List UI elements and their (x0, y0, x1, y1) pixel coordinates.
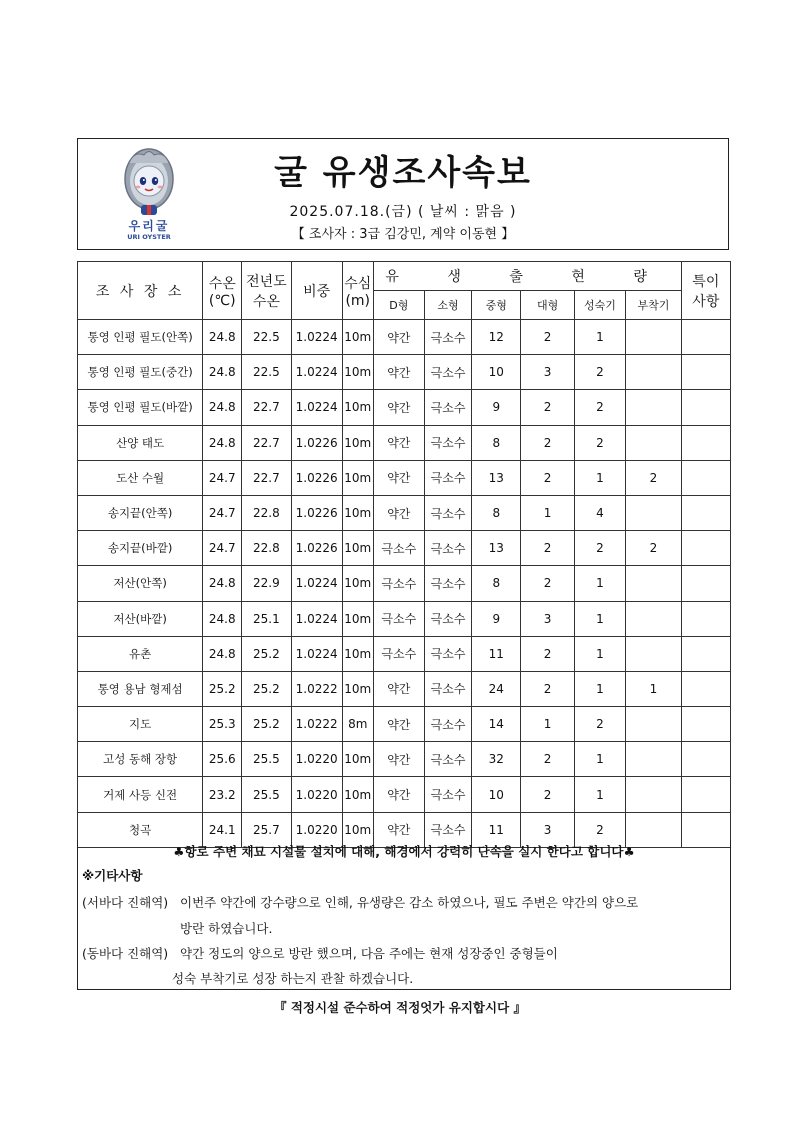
cell-d-type: 약간 (373, 777, 424, 812)
cell-depth: 10m (342, 495, 373, 530)
cell-location: 고성 동해 장항 (78, 742, 203, 777)
cell-d-type: 약간 (373, 495, 424, 530)
header-d-type: D형 (373, 291, 424, 320)
cell-mature: 2 (574, 390, 625, 425)
cell-gravity: 1.0224 (291, 390, 342, 425)
cell-mature: 2 (574, 707, 625, 742)
cell-medium: 24 (472, 671, 521, 706)
cell-location: 통영 인평 필도(안쪽) (78, 320, 203, 355)
cell-depth: 10m (342, 812, 373, 847)
cell-prev-year-temp: 22.7 (242, 460, 291, 495)
cell-depth: 10m (342, 566, 373, 601)
cell-mature: 1 (574, 601, 625, 636)
table-row (78, 460, 731, 495)
cell-prev-year-temp: 25.2 (242, 707, 291, 742)
cell-large: 2 (521, 742, 574, 777)
cell-gravity: 1.0224 (291, 320, 342, 355)
cell-medium: 11 (472, 812, 521, 847)
table-row (78, 742, 731, 777)
cell-d-type: 약간 (373, 812, 424, 847)
cell-depth: 10m (342, 671, 373, 706)
cell-remarks (681, 355, 730, 390)
cell-attach (626, 601, 682, 636)
cell-attach: 2 (626, 531, 682, 566)
cell-water-temp: 24.8 (203, 566, 242, 601)
cell-prev-year-temp: 25.2 (242, 636, 291, 671)
cell-water-temp: 24.8 (203, 320, 242, 355)
cell-small: 극소수 (424, 636, 471, 671)
cell-attach (626, 777, 682, 812)
cell-prev-year-temp: 22.8 (242, 531, 291, 566)
header-water-temp: 수온 (℃) (203, 262, 242, 320)
cell-prev-year-temp: 22.8 (242, 495, 291, 530)
cell-d-type: 약간 (373, 742, 424, 777)
cell-large: 2 (521, 460, 574, 495)
cell-depth: 10m (342, 636, 373, 671)
cell-medium: 10 (472, 355, 521, 390)
cell-gravity: 1.0222 (291, 671, 342, 706)
cell-water-temp: 24.8 (203, 355, 242, 390)
cell-location: 송지끝(바깥) (78, 531, 203, 566)
cell-mature: 2 (574, 355, 625, 390)
cell-small: 극소수 (424, 495, 471, 530)
cell-large: 2 (521, 425, 574, 460)
cell-attach (626, 320, 682, 355)
table-row (78, 531, 731, 566)
cell-attach (626, 707, 682, 742)
table-row (78, 355, 731, 390)
footer-slogan: 『 적정시설 준수하여 적정엇가 유지합시다 』 (273, 1000, 527, 1015)
cell-location: 거제 사등 신전 (78, 777, 203, 812)
cell-small: 극소수 (424, 671, 471, 706)
cell-location: 통영 인평 필도(바깥) (78, 390, 203, 425)
cell-attach: 2 (626, 460, 682, 495)
cell-medium: 13 (472, 531, 521, 566)
cell-small: 극소수 (424, 707, 471, 742)
west-sea-text-2: 방란 하였습니다. (180, 921, 273, 936)
cell-remarks (681, 742, 730, 777)
table-row (78, 566, 731, 601)
cell-small: 극소수 (424, 742, 471, 777)
cell-prev-year-temp: 25.7 (242, 812, 291, 847)
header-attach: 부착기 (626, 291, 682, 320)
cell-depth: 10m (342, 425, 373, 460)
cell-mature: 2 (574, 812, 625, 847)
cell-d-type: 극소수 (373, 636, 424, 671)
cell-water-temp: 24.7 (203, 460, 242, 495)
table-row (78, 495, 731, 530)
cell-water-temp: 24.7 (203, 531, 242, 566)
cell-gravity: 1.0220 (291, 742, 342, 777)
cell-mature: 1 (574, 671, 625, 706)
cell-depth: 10m (342, 320, 373, 355)
cell-water-temp: 25.6 (203, 742, 242, 777)
east-sea-label: (동바다 진해역) (82, 946, 169, 961)
cell-location: 도산 수월 (78, 460, 203, 495)
west-sea-label: (서바다 진해역) (82, 895, 169, 910)
header-large: 대형 (521, 291, 574, 320)
cell-d-type: 약간 (373, 390, 424, 425)
notice-box (77, 840, 731, 990)
cell-gravity: 1.0224 (291, 566, 342, 601)
cell-d-type: 약간 (373, 460, 424, 495)
header-remarks: 특이 사항 (681, 262, 730, 320)
cell-attach (626, 355, 682, 390)
cell-attach (626, 566, 682, 601)
report-header (77, 138, 729, 250)
cell-location: 저산(바깥) (78, 601, 203, 636)
header-depth: 수심 (m) (342, 262, 373, 320)
table-row (78, 320, 731, 355)
cell-d-type: 극소수 (373, 566, 424, 601)
cell-prev-year-temp: 22.7 (242, 390, 291, 425)
page-title: 굴 유생조사속보 (274, 153, 532, 193)
cell-depth: 10m (342, 390, 373, 425)
cell-water-temp: 23.2 (203, 777, 242, 812)
cell-small: 극소수 (424, 566, 471, 601)
cell-remarks (681, 320, 730, 355)
cell-gravity: 1.0220 (291, 777, 342, 812)
cell-small: 극소수 (424, 812, 471, 847)
cell-large: 2 (521, 566, 574, 601)
cell-prev-year-temp: 25.5 (242, 742, 291, 777)
cell-large: 1 (521, 707, 574, 742)
west-sea-text-1: 이번주 약간에 강수량으로 인해, 유생량은 감소 하였으나, 필도 주변은 약간의 양으로 (180, 895, 639, 910)
cell-large: 2 (521, 531, 574, 566)
cell-attach (626, 425, 682, 460)
cell-large: 2 (521, 390, 574, 425)
cell-prev-year-temp: 22.5 (242, 320, 291, 355)
cell-d-type: 약간 (373, 707, 424, 742)
cell-prev-year-temp: 25.2 (242, 671, 291, 706)
cell-large: 3 (521, 601, 574, 636)
enforcement-warning: ♣항로 주변 채묘 시설물 설치에 대해, 해경에서 강력히 단속을 실시 한다고 합니다♣ (173, 844, 635, 859)
cell-small: 극소수 (424, 425, 471, 460)
logo-text: 우리굴 (128, 219, 170, 233)
cell-small: 극소수 (424, 531, 471, 566)
east-sea-text-2: 성숙 부착기로 성장 하는지 관찰 하겠습니다. (172, 971, 414, 986)
cell-gravity: 1.0224 (291, 636, 342, 671)
cell-attach (626, 742, 682, 777)
cell-remarks (681, 390, 730, 425)
cell-location: 지도 (78, 707, 203, 742)
header-small: 소형 (424, 291, 471, 320)
cell-prev-year-temp: 22.5 (242, 355, 291, 390)
cell-water-temp: 25.3 (203, 707, 242, 742)
cell-medium: 9 (472, 390, 521, 425)
cell-remarks (681, 707, 730, 742)
cell-d-type: 약간 (373, 355, 424, 390)
header-larvae-group: 유 생 출 현 량 (373, 262, 681, 291)
cell-large: 1 (521, 495, 574, 530)
cell-medium: 14 (472, 707, 521, 742)
cell-gravity: 1.0224 (291, 355, 342, 390)
cell-remarks (681, 425, 730, 460)
cell-large: 2 (521, 320, 574, 355)
cell-remarks (681, 495, 730, 530)
cell-d-type: 약간 (373, 671, 424, 706)
header-prev-year-temp: 전년도 수온 (242, 262, 291, 320)
cell-gravity: 1.0226 (291, 425, 342, 460)
cell-depth: 10m (342, 355, 373, 390)
cell-remarks (681, 777, 730, 812)
cell-remarks (681, 460, 730, 495)
cell-depth: 10m (342, 777, 373, 812)
cell-mature: 1 (574, 636, 625, 671)
cell-water-temp: 24.8 (203, 601, 242, 636)
table-row (78, 707, 731, 742)
cell-water-temp: 24.7 (203, 495, 242, 530)
cell-medium: 32 (472, 742, 521, 777)
cell-small: 극소수 (424, 601, 471, 636)
table-row (78, 777, 731, 812)
table-row (78, 390, 731, 425)
cell-mature: 1 (574, 742, 625, 777)
cell-medium: 9 (472, 601, 521, 636)
cell-gravity: 1.0226 (291, 495, 342, 530)
cell-medium: 11 (472, 636, 521, 671)
cell-location: 통영 용남 형제섬 (78, 671, 203, 706)
cell-location: 청곡 (78, 812, 203, 847)
cell-remarks (681, 531, 730, 566)
table-row (78, 671, 731, 706)
cell-depth: 8m (342, 707, 373, 742)
cell-medium: 13 (472, 460, 521, 495)
cell-medium: 12 (472, 320, 521, 355)
cell-attach (626, 495, 682, 530)
cell-location: 저산(안쪽) (78, 566, 203, 601)
cell-prev-year-temp: 22.7 (242, 425, 291, 460)
cell-attach (626, 636, 682, 671)
cell-water-temp: 25.2 (203, 671, 242, 706)
cell-gravity: 1.0220 (291, 812, 342, 847)
cell-depth: 10m (342, 531, 373, 566)
cell-small: 극소수 (424, 777, 471, 812)
cell-mature: 2 (574, 425, 625, 460)
cell-d-type: 극소수 (373, 531, 424, 566)
cell-gravity: 1.0226 (291, 460, 342, 495)
cell-depth: 10m (342, 742, 373, 777)
logo-subtext: URI OYSTER (127, 233, 171, 241)
cell-location: 송지끝(안쪽) (78, 495, 203, 530)
cell-large: 2 (521, 636, 574, 671)
cell-d-type: 극소수 (373, 601, 424, 636)
cell-medium: 8 (472, 495, 521, 530)
cell-attach (626, 390, 682, 425)
cell-depth: 10m (342, 601, 373, 636)
cell-small: 극소수 (424, 355, 471, 390)
survey-table (77, 261, 731, 848)
header-gravity: 비중 (291, 262, 342, 320)
cell-mature: 1 (574, 566, 625, 601)
cell-prev-year-temp: 25.1 (242, 601, 291, 636)
cell-mature: 1 (574, 460, 625, 495)
cell-remarks (681, 671, 730, 706)
table-row (78, 601, 731, 636)
cell-location: 유촌 (78, 636, 203, 671)
cell-remarks (681, 566, 730, 601)
cell-small: 극소수 (424, 460, 471, 495)
header-location: 조 사 장 소 (78, 262, 203, 320)
cell-water-temp: 24.8 (203, 425, 242, 460)
report-date: 2025.07.18.(금) ( 날씨 : 맑음 ) (289, 204, 517, 220)
header-mature: 성숙기 (574, 291, 625, 320)
cell-d-type: 약간 (373, 320, 424, 355)
cell-remarks (681, 601, 730, 636)
surveyor-info: 【 조사자 : 3급 김강민, 계약 이동현 】 (291, 227, 515, 242)
cell-water-temp: 24.1 (203, 812, 242, 847)
cell-large: 3 (521, 812, 574, 847)
cell-large: 2 (521, 671, 574, 706)
cell-large: 2 (521, 777, 574, 812)
cell-mature: 2 (574, 531, 625, 566)
cell-water-temp: 24.8 (203, 390, 242, 425)
table-row (78, 636, 731, 671)
cell-small: 극소수 (424, 320, 471, 355)
cell-water-temp: 24.8 (203, 636, 242, 671)
cell-medium: 8 (472, 566, 521, 601)
cell-prev-year-temp: 22.9 (242, 566, 291, 601)
header-medium: 중형 (472, 291, 521, 320)
cell-gravity: 1.0222 (291, 707, 342, 742)
cell-large: 3 (521, 355, 574, 390)
east-sea-text-1: 약간 정도의 양으로 방란 했으며, 다음 주에는 현재 성장중인 중형들이 (180, 946, 558, 961)
cell-location: 통영 인평 필도(중간) (78, 355, 203, 390)
cell-small: 극소수 (424, 390, 471, 425)
cell-mature: 1 (574, 777, 625, 812)
table-row (78, 425, 731, 460)
cell-gravity: 1.0226 (291, 531, 342, 566)
cell-location: 산양 태도 (78, 425, 203, 460)
other-notes-label: ※기타사항 (82, 868, 143, 883)
cell-remarks (681, 636, 730, 671)
cell-attach: 1 (626, 671, 682, 706)
cell-mature: 4 (574, 495, 625, 530)
cell-depth: 10m (342, 460, 373, 495)
cell-mature: 1 (574, 320, 625, 355)
cell-gravity: 1.0224 (291, 601, 342, 636)
cell-medium: 10 (472, 777, 521, 812)
cell-prev-year-temp: 25.5 (242, 777, 291, 812)
cell-medium: 8 (472, 425, 521, 460)
cell-d-type: 약간 (373, 425, 424, 460)
